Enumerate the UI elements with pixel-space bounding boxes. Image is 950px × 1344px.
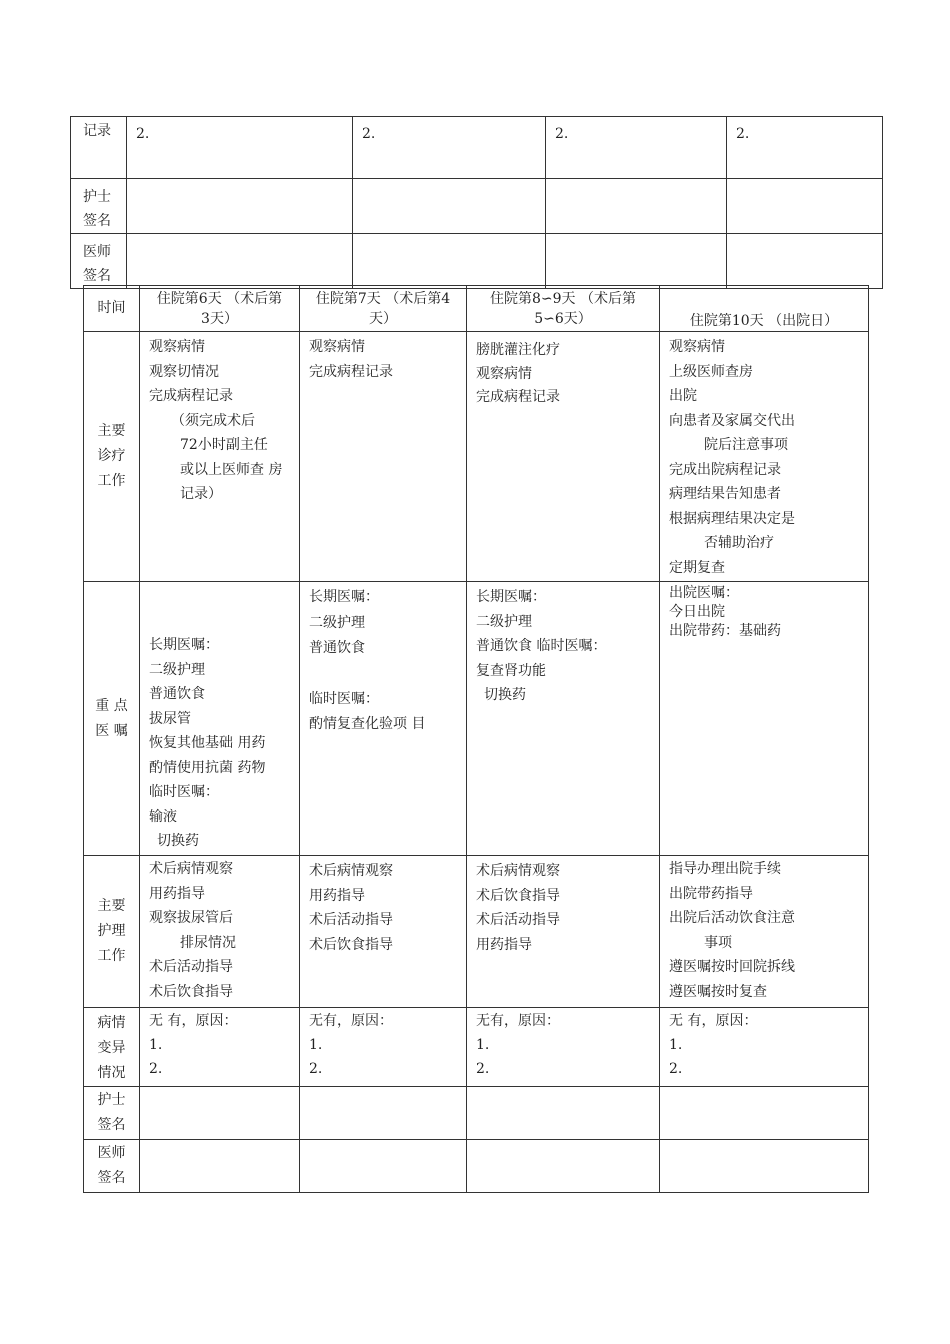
diagnosis-day10 (660, 332, 869, 582)
doctor-sign-cell (300, 1140, 467, 1193)
blank-line (309, 662, 462, 687)
cell-line: 指导办理出院手续 (669, 861, 781, 877)
orders-day6 (140, 582, 300, 856)
cell-line: 72小时副主任 (180, 437, 268, 453)
cell-line: 输液 (149, 808, 177, 825)
cell-line: 出院带药：基础药 (669, 623, 781, 639)
doctor-sign-cell (727, 234, 883, 289)
cell-line: 2. (669, 1061, 683, 1077)
nurse-sign-label-cell (71, 179, 127, 234)
nurse-sign-cell (467, 1087, 660, 1140)
cell-line: 或以上医师查 房 (180, 461, 283, 478)
nurse-sign-cell (727, 179, 883, 234)
cell-line: 排尿情况 (180, 934, 236, 951)
nursing-row (84, 856, 869, 1008)
cell-line: 2. (309, 1061, 323, 1077)
label-line: 护理 (97, 923, 126, 939)
cell-line: 出院带药指导 (669, 885, 753, 902)
cell-line: 二级护理 (309, 614, 365, 631)
diagnosis-day8-9 (467, 332, 660, 582)
variation-day6 (140, 1008, 300, 1087)
cell-line: 术后活动指导 (476, 912, 560, 928)
cell-line: 切换药 (484, 687, 526, 703)
label-line: 工作 (97, 948, 126, 964)
nursing-day10 (660, 856, 869, 1008)
cell-line: 普通饮食 (149, 686, 205, 702)
orders-day10 (660, 582, 869, 856)
record-cell-2 (353, 117, 546, 179)
nurse-sign-cell (140, 1087, 300, 1140)
cell-line: 观察病情 (476, 365, 532, 382)
nurse-sign-label-cell (84, 1087, 140, 1140)
nursing-day7 (300, 856, 467, 1008)
cell-line: 术后饮食指导 (476, 887, 560, 904)
label-line: 情况 (97, 1065, 126, 1081)
cell-line: 无有，原因： (476, 1013, 560, 1029)
cell-line: 观察拔尿管后 (149, 910, 233, 926)
header-line: 住院第10天 （出院日） (689, 313, 839, 329)
diagnosis-day6 (140, 332, 300, 582)
cell-line: 出院 (669, 388, 697, 404)
cell-line: 根据病理结果决定是 (669, 510, 795, 527)
time-label: 时间 (97, 300, 126, 316)
cell-line: 出院后活动饮食注意 (669, 910, 795, 926)
cell-line: 普通饮食 (309, 640, 365, 656)
label-line: 医 嘱 (95, 722, 128, 739)
cell-line: 今日出院 (669, 604, 725, 620)
cell-line: 2. (149, 1061, 163, 1077)
cell-line: 2. (476, 1061, 490, 1077)
variation-row (84, 1008, 869, 1087)
variation-day8-9 (467, 1008, 660, 1087)
diagnosis-day7 (300, 332, 467, 582)
nurse-sign-cell (660, 1087, 869, 1140)
day10-header (660, 286, 869, 332)
day8-9-header (467, 286, 660, 332)
cell-line: 向患者及家属交代出 (669, 412, 795, 429)
cell-line: 1. (149, 1037, 163, 1053)
record-cell-text: 2. (736, 126, 750, 142)
label-line: 签名 (83, 268, 111, 284)
cell-line: 普通饮食 临时医嘱： (476, 638, 607, 654)
nurse-sign-cell (546, 179, 727, 234)
nurse-sign-cell (127, 179, 353, 234)
doctor-sign-cell (467, 1140, 660, 1193)
label-line: 诊疗 (97, 448, 126, 464)
cell-line: 复查肾功能 (476, 662, 546, 679)
diagnosis-row (84, 332, 869, 582)
cell-line: 长期医嘱： (476, 589, 546, 605)
cell-line: 二级护理 (149, 661, 205, 678)
cell-line: 1. (309, 1037, 323, 1053)
record-cell-text: 2. (555, 126, 569, 142)
cell-line: 用药指导 (149, 885, 205, 902)
nurse-sign-row (71, 179, 883, 234)
header-line: 3天） (201, 311, 238, 327)
cell-line: 无 有，原因： (669, 1013, 758, 1029)
cell-line: 记录） (180, 486, 222, 502)
top-record-table (70, 116, 883, 289)
record-cell-3 (546, 117, 727, 179)
cell-line: 术后病情观察 (476, 863, 560, 879)
label-line: 病情 (97, 1015, 126, 1031)
doctor-sign-cell (127, 234, 353, 289)
cell-line: 无有，原因： (309, 1013, 393, 1029)
cell-line: 观察病情 (309, 339, 365, 355)
nursing-day8-9 (467, 856, 660, 1008)
label-line: 主要 (97, 898, 126, 914)
clinical-pathway-table (83, 285, 869, 1193)
cell-line: 病理结果告知患者 (669, 486, 781, 502)
cell-line: 术后活动指导 (309, 912, 393, 928)
orders-label-cell (84, 582, 140, 856)
cell-line: 拔尿管 (149, 710, 191, 727)
nurse-sign-row (84, 1087, 869, 1140)
label-line: 签名 (97, 1117, 126, 1133)
doctor-sign-row (71, 234, 883, 289)
cell-line: 术后病情观察 (309, 863, 393, 879)
nursing-day6 (140, 856, 300, 1008)
label-line: 护士 (97, 1092, 126, 1108)
cell-line: 完成病程记录 (149, 388, 233, 404)
cell-line: 完成病程记录 (309, 363, 393, 380)
doctor-sign-cell (546, 234, 727, 289)
cell-line: 遵医嘱按时回院拆线 (669, 959, 795, 975)
record-cell-text: 2. (362, 126, 376, 142)
cell-line: 术后饮食指导 (149, 983, 233, 1000)
record-cell-text: 2. (136, 126, 150, 142)
cell-line: 1. (669, 1037, 683, 1053)
nurse-sign-cell (300, 1087, 467, 1140)
cell-line: 临时医嘱： (309, 690, 379, 707)
record-label: 记录 (83, 123, 111, 139)
cell-line: 切换药 (157, 833, 199, 849)
cell-line: 临时医嘱： (149, 784, 219, 800)
cell-line: 出院医嘱： (669, 585, 739, 601)
cell-line: 酌情复查化验项 目 (309, 716, 426, 732)
cell-line: 二级护理 (476, 613, 532, 630)
doctor-sign-cell (353, 234, 546, 289)
cell-line: 事项 (704, 934, 732, 951)
record-cell-4 (727, 117, 883, 179)
header-line: 住院第8∽9天 （术后第 (490, 291, 636, 307)
doctor-sign-row (84, 1140, 869, 1193)
orders-row (84, 582, 869, 856)
record-label-cell (71, 117, 127, 179)
cell-line: 完成病程记录 (476, 389, 560, 405)
record-cell-1 (127, 117, 353, 179)
time-header-row (84, 286, 869, 332)
cell-line: 膀胱灌注化疗 (476, 342, 560, 358)
label-line: 医师 (83, 244, 111, 260)
header-line: 住院第6天 （术后第 (156, 291, 283, 307)
label-line: 医师 (97, 1145, 126, 1161)
cell-line: 1. (476, 1037, 490, 1053)
label-line: 签名 (83, 213, 111, 229)
variation-day7 (300, 1008, 467, 1087)
doctor-sign-cell (140, 1140, 300, 1193)
cell-line: 观察病情 (149, 339, 205, 355)
cell-line: （须完成术后 (171, 412, 255, 429)
cell-line: 长期医嘱： (149, 637, 219, 653)
header-line: 5∽6天） (534, 311, 592, 327)
cell-line: 无 有，原因： (149, 1013, 238, 1029)
cell-line: 观察病情 (669, 339, 725, 355)
cell-line: 术后活动指导 (149, 959, 233, 975)
cell-line: 术后饮食指导 (309, 936, 393, 953)
cell-line: 长期医嘱： (309, 589, 379, 605)
label-line: 护士 (83, 189, 111, 205)
doctor-sign-label-cell (71, 234, 127, 289)
cell-line: 酌情使用抗菌 药物 (149, 759, 266, 776)
variation-day10 (660, 1008, 869, 1087)
orders-day8-9 (467, 582, 660, 856)
cell-line: 恢复其他基础 用药 (149, 735, 266, 751)
doctor-sign-label-cell (84, 1140, 140, 1193)
orders-day7 (300, 582, 467, 856)
cell-line: 上级医师查房 (669, 363, 753, 380)
header-line: 天） (369, 311, 397, 327)
cell-line: 用药指导 (476, 936, 532, 953)
variation-label-cell (84, 1008, 140, 1087)
day6-header (140, 286, 300, 332)
cell-line: 用药指导 (309, 887, 365, 904)
cell-line: 遵医嘱按时复查 (669, 983, 767, 1000)
diagnosis-label-cell (84, 332, 140, 582)
cell-line: 术后病情观察 (149, 861, 233, 877)
label-line: 主要 (97, 423, 126, 439)
cell-line: 观察切情况 (149, 363, 219, 380)
cell-line: 院后注意事项 (704, 437, 788, 453)
doctor-sign-cell (660, 1140, 869, 1193)
label-line: 重 点 (95, 697, 128, 714)
cell-line: 完成出院病程记录 (669, 461, 781, 478)
nurse-sign-cell (353, 179, 546, 234)
cell-line: 定期复查 (669, 559, 725, 576)
record-row (71, 117, 883, 179)
label-line: 工作 (97, 473, 126, 489)
label-line: 变异 (97, 1040, 126, 1056)
time-label-cell (84, 286, 140, 332)
label-line: 签名 (97, 1170, 126, 1186)
header-line: 住院第7天 （术后第4 (315, 291, 451, 307)
nursing-label-cell (84, 856, 140, 1008)
day7-header (300, 286, 467, 332)
cell-line: 否辅助治疗 (704, 535, 774, 551)
